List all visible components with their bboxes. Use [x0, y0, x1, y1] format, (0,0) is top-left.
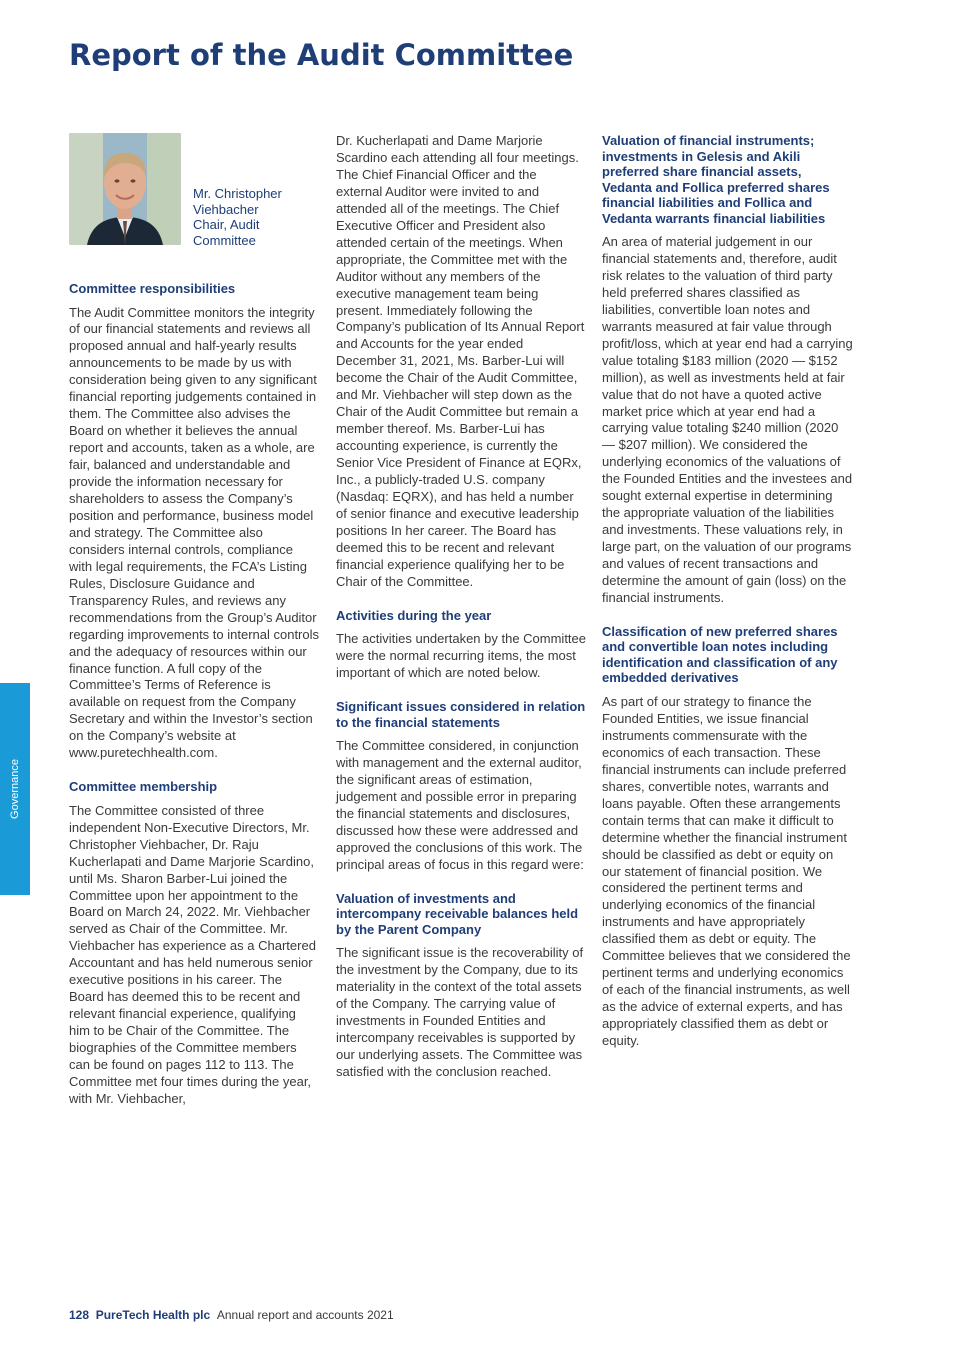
column-3	[602, 133, 854, 1050]
committee-membership-text: The Committee consisted of three independent Non-Executive Directors, Mr. Christopher Viehbacher, Dr. Raju Kucherlapati and Dame Marjorie Scardino, until Ms. Sharon Barber-Lui joined the Committee upon her appointment to the Board on March 24, 2022. Mr. Viehbacher served as Chair of the Committee. Mr. Viehbacher has experience as a Chartered Accountant and has held numerous senior executive positions in his career. The Board has deemed this to be recent and relevant financial experience, qualifying him to be Chair of the Committee. The biographies of the Committee members can be found on pages 112 to 113. The Committee met four times during the year, with Mr. Viehbacher,	[69, 802, 316, 1106]
section-tab-label: Governance	[9, 759, 21, 819]
activities-text: The activities undertaken by the Committee were the normal recurring items, the most important of which are noted below.	[336, 631, 587, 681]
committee-membership-heading: Committee membership	[69, 779, 218, 795]
column-1	[69, 133, 319, 1108]
section-tab	[0, 683, 30, 895]
footer-publication: Annual report and accounts 2021	[216, 1308, 394, 1322]
footer-company: PureTech Health plc	[95, 1308, 211, 1322]
chair-portrait-photo	[69, 133, 181, 245]
column-2	[336, 133, 586, 1081]
committee-responsibilities-text: The Audit Committee monitors the integrity of our financial statements and reviews all proposed annual and half-yearly results announcements to be made by us with consideration being given to any significant financial reporting judgements contained in them. The Committee also advises the Board on whether it believes the annual report and accounts, taken as a whole, are fair, balanced and understandable and provide the information necessary for shareholders to assess the Company’s position and performance, business model and strategy. The Committee also considers internal controls, compliance with legal requirements, the FCA’s Listing Rules, Disclosure Guidance and Transparency Rules, and reviews any recommendations from the Group’s Auditor regarding improvements to internal controls and the adequacy of resources within our finance function. A full copy of the Committee’s Terms of Reference is available on request from the Company Secretary and within the Investor’s section on the Company’s website at www.puretechhealth.com.	[69, 304, 320, 761]
page-footer	[69, 1308, 394, 1322]
committee-responsibilities-heading: Committee responsibilities	[69, 281, 236, 296]
valuation-financial-instruments-text: An area of material judgement in our financial statements and, therefore, audit risk relates to the valuation of third party held preferred shares classified as liabilities, convertible loan notes and warrants measured at fair value through profit/loss, which at year end had a carrying value totaling $183 million (2020 — $152 million), as well as investments held at fair value that do not have a quoted active market price which at year end had a carrying value totaling $240 million (2020 — $207 million). We considered the underlying economics of the valuations of the Founded Entities and the investees and sought external expertise in determining the appropriate valuation of the liabilities and investments. These valuations rely, in large part, on the valuation of our programs and values of recent transactions and determine the amount of gain (loss) on the financial instruments.	[602, 234, 853, 606]
classification-text: As part of our strategy to finance the Founded Entities, we issue financial instruments commensurate with the economics of each transaction. These financial instruments can include preferred shares, convertible notes, warrants and loans payable. Often these arrangements contain terms that can make it difficult to determine whether the financial instrument should be classified as debt or equity on our statement of financial position. We considered the pertinent terms and underlying economics of the financial instruments and have appropriately classified them as debt or equity. The Committee believes that we considered the pertinent terms and underlying economics of each of the financial instruments, as well as the advice of external experts, and has appropriately classified them as debt or equity.	[602, 693, 851, 1049]
significant-issues-heading: Significant issues considered in relation to the financial statements	[336, 699, 586, 730]
committee-membership-text-continued: Dr. Kucherlapati and Dame Marjorie Scardino each attending all four meetings. The Chief Financial Officer and the external Auditor were invited to and attended all of the meetings. The Chief Executive Officer and President also attended certain of the meetings. When appropriate, the Committee met with the Auditor without any members of the executive management team being present. Immediately following the Company’s publication of Its Annual Report and Accounts for the year ended December 31, 2021, Ms. Barber-Lui will become the Chair of the Audit Committee, and Mr. Viehbacher will step down as the Chair of the Audit Committee but remain a member thereof. Ms. Barber-Lui has accounting experience, is currently the Senior Vice President of Finance at EQRx, Inc., a publicly-traded U.S. company (Nasdaq: EQRX), and has held a number of senior finance and executive leadership positions In her career. The Board has deemed this to be recent and relevant financial experience qualifying her to be Chair of the Committee.	[336, 133, 585, 589]
chair-role: Chair, Audit Committee	[193, 217, 260, 248]
significant-issues-text: The Committee considered, in conjunction with management and the external auditor, the significant areas of estimation, judgement and possible error in preparing the financial statements and disclosures, discussed how these were addressed and approved the conclusions of this work. The principal areas of focus in this regard were:	[336, 738, 584, 872]
valuation-financial-instruments-heading: Valuation of financial instruments; investments in Gelesis and Akili preferred share financial assets, Vedanta and Follica preferred shares financial liabilities and Follica and Vedanta warrants financial liabilities	[602, 133, 830, 226]
valuation-parent-heading: Valuation of investments and intercompany receivable balances held by the Parent Company	[336, 890, 579, 937]
page-number: 128	[69, 1308, 90, 1322]
chair-name: Mr. Christopher Viehbacher	[193, 186, 282, 217]
page-title: Report of the Audit Committee	[69, 38, 574, 72]
chair-caption	[193, 186, 319, 248]
valuation-parent-text: The significant issue is the recoverability of the investment by the Company, due to its materiality in the context of the total assets of the Company. The carrying value of investments in Founded Entities and intercompany receivables is supported by our underlying assets. The Committee was satisfied with the conclusion reached.	[336, 945, 584, 1079]
chair-profile	[69, 133, 319, 248]
classification-heading: Classification of new preferred shares and convertible loan notes including identification and classification of any embedded derivatives	[602, 623, 838, 686]
activities-heading: Activities during the year	[336, 607, 492, 623]
